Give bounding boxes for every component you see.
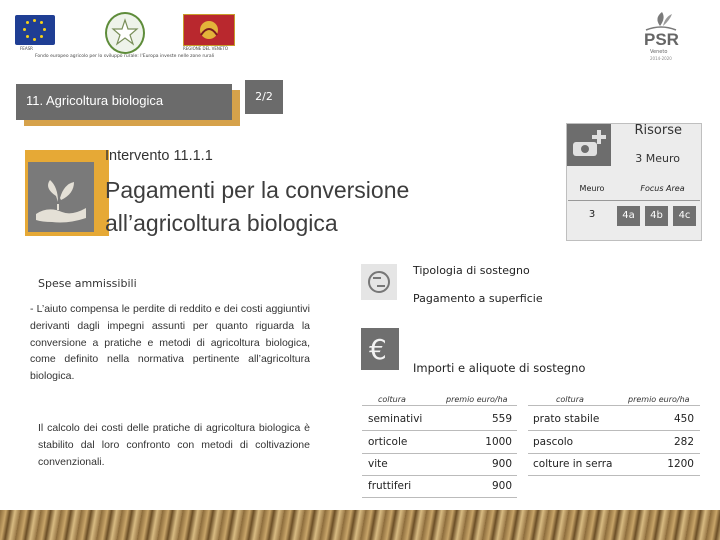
spese-paragraph-1: - L’aiuto compensa le perdite di reddito e dei costi aggiuntivi derivanti dagli impegni assunti per quanto riguarda la conversione a pratiche e metodi di agricoltura biologica, come definito nella normativa pertinente all’agricoltura biologica. [30,303,310,383]
seedling-hand-icon [28,162,94,232]
psr-veneto-logo [632,8,690,64]
header-divider [528,405,700,406]
table-header-coltura-2: coltura [556,395,584,404]
table-header-premio-2: premio euro/ha [628,395,690,404]
page-indicator: 2/2 [245,80,283,114]
tipologia-value: Pagamento a superficie [413,292,543,305]
table-cell: 1200 [667,458,694,470]
psr-logo-years: 2014-2020 [650,56,672,61]
spese-paragraph-2: Il calcolo dei costi delle pratiche di agricoltura biologica è stabilito dal loro confronto con metodi di coltivazione convenzionali. [38,422,310,468]
table-cell: pascolo [533,436,574,448]
table-cell: prato stabile [533,413,600,425]
title-line-2: all’agricoltura biologica [105,210,338,236]
table-cell: colture in serra [533,458,613,470]
table-cell: fruttiferi [368,480,412,492]
focus-area-cell: 4a [617,206,640,226]
table-cell: vite [368,458,388,470]
psr-logo-text: PSR [644,30,679,49]
psr-logo-sub: Veneto [650,49,668,55]
spese-title: Spese ammissibili [38,277,137,290]
wheat-banner-image [0,510,720,540]
table-header-premio: premio euro/ha [446,395,508,404]
focus-area-cell: 4b [645,206,668,226]
title-line-1: Pagamenti per la conversione [105,177,410,203]
table-row [362,431,702,453]
risorse-amount: 3 Meuro [635,152,680,165]
meuro-header: Meuro [579,184,605,193]
header-caption: Fondo europeo agricolo per lo sviluppo rurale: l'Europa investe nelle zone rurali [35,54,215,59]
tipologia-label: Tipologia di sostegno [413,264,530,277]
table-cell: 282 [673,436,694,448]
row-divider [362,497,517,498]
header-divider [362,405,517,406]
focus-area-cell: 4c [673,206,696,226]
table-header-coltura: coltura [378,395,406,404]
veneto-region-logo [183,14,235,46]
exchange-icon [361,264,397,300]
table-row [362,453,702,475]
intervento-title [105,174,505,240]
table-row [362,408,702,430]
intervento-subtitle: Intervento 11.1.1 [105,148,213,164]
importi-label: Importi e aliquote di sostegno [413,361,586,375]
table-cell: 1000 [485,436,512,448]
focus-area-header: Focus Area [640,184,685,193]
table-cell: 900 [491,480,512,492]
table-cell: 900 [491,458,512,470]
meuro-value: 3 [588,209,596,220]
table-cell: 559 [491,413,512,425]
veneto-logo-text: REGIONE DEL VENETO [183,46,229,51]
divider [568,200,700,201]
section-title-tab: 11. Agricoltura biologica [16,84,232,120]
italy-emblem-logo [105,12,145,54]
euro-icon [361,328,399,370]
svg-text:€: € [369,333,387,366]
eu-logo-text: FEASR [20,46,33,51]
eu-flag-logo [15,15,55,45]
risorse-label: Risorse [634,123,682,138]
table-cell: 450 [673,413,694,425]
table-cell: orticole [368,436,408,448]
table-row [362,475,702,497]
table-cell: seminativi [368,413,423,425]
